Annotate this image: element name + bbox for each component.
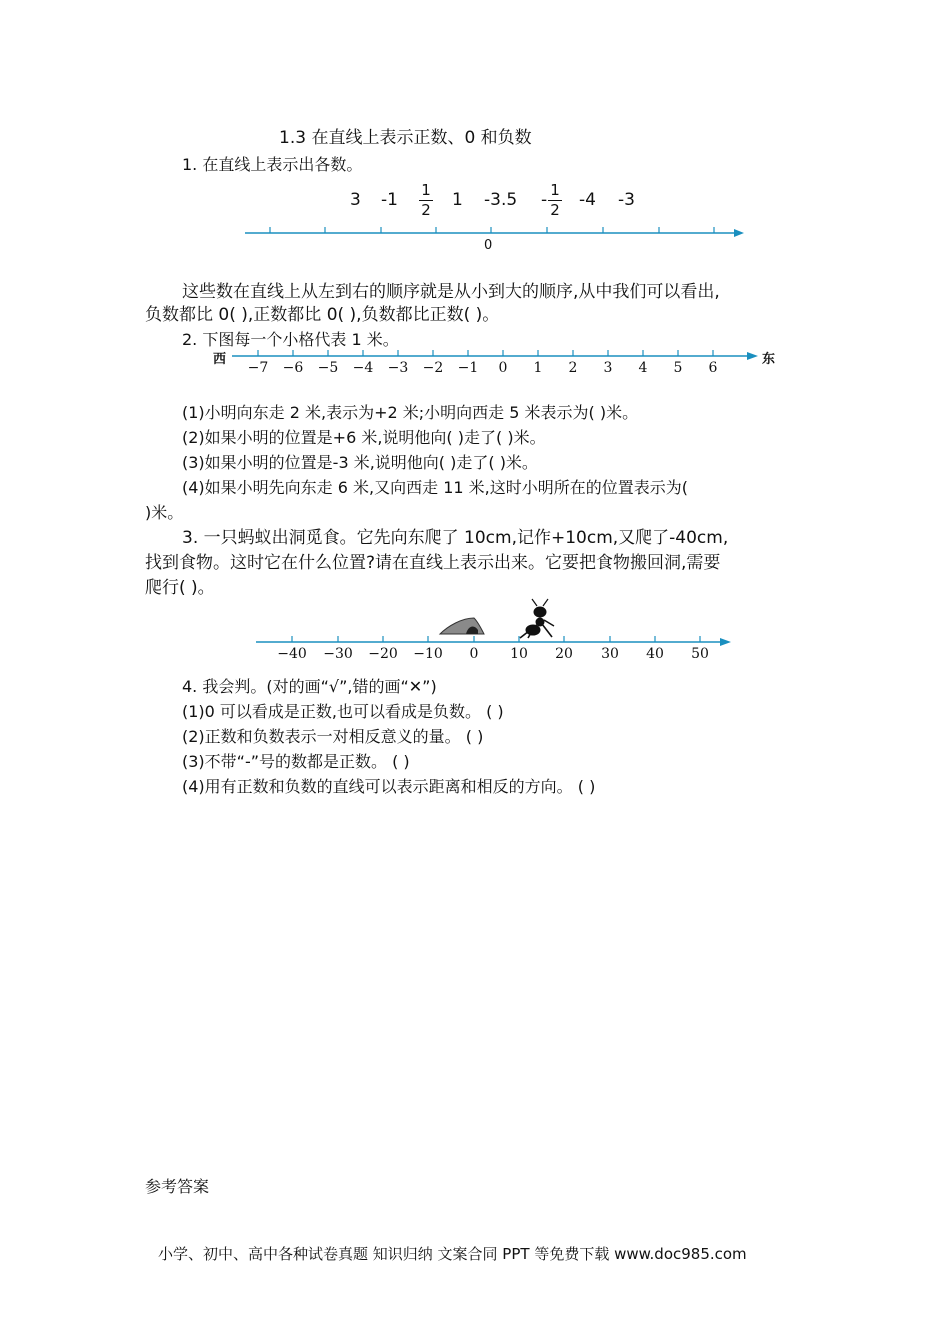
q1-number: -4: [579, 190, 596, 210]
q3-tick-label: −30: [323, 646, 353, 662]
q1-number: -1: [381, 190, 398, 210]
fraction-numerator: 1: [421, 181, 431, 199]
q2-sub-4: (4)如果小明先向东走 6 米,又向西走 11 米,这时小明所在的位置表示为(: [182, 478, 688, 497]
q2-sub-4-cont: )米。: [145, 503, 184, 522]
q2-sub-3: (3)如果小明的位置是-3 米,说明他向( )走了( )米。: [182, 453, 538, 472]
q1-arrow: [734, 229, 744, 237]
q1-number: -3: [618, 190, 635, 210]
fraction-denominator: 2: [550, 201, 560, 219]
q1-heading: 1. 在直线上表示出各数。: [182, 155, 363, 174]
q3-line2: 找到食物。这时它在什么位置?请在直线上表示出来。它要把食物搬回洞,需要: [145, 553, 721, 573]
q4-heading: 4. 我会判。(对的画“√”,错的画“✕”): [182, 677, 437, 696]
q3-tick-label: 20: [555, 646, 573, 662]
q2-arrow: [747, 352, 758, 360]
q1-ticks: [270, 227, 714, 233]
q3-number-line: [256, 599, 731, 646]
q3-line3: 爬行( )。: [145, 578, 215, 598]
q3-tick-label: −40: [277, 646, 307, 662]
q1-zero-label: 0: [484, 238, 493, 253]
q3-tick-label: −10: [413, 646, 443, 662]
q4-sub-1: (1)0 可以看成是正数,也可以看成是负数。 ( ): [182, 702, 504, 721]
q1-statement-line1: 这些数在直线上从左到右的顺序就是从小到大的顺序,从中我们可以看出,: [182, 282, 720, 302]
q2-ticks: [258, 350, 713, 356]
q2-tick-label: −7: [247, 360, 269, 376]
q2-tick-label: 3: [603, 360, 613, 376]
q3-tick-label: 10: [510, 646, 528, 662]
q2-tick-label: 6: [708, 360, 718, 376]
page-title: 1.3 在直线上表示正数、0 和负数: [279, 128, 532, 148]
q2-tick-label: −5: [317, 360, 339, 376]
q4-sub-4: (4)用有正数和负数的直线可以表示距离和相反的方向。 ( ): [182, 777, 596, 796]
q3-tick-label: 0: [469, 646, 479, 662]
q4-sub-2: (2)正数和负数表示一对相反意义的量。 ( ): [182, 727, 484, 746]
q3-tick-label: 50: [691, 646, 709, 662]
q3-ticks: [292, 636, 700, 642]
q2-number-line: [232, 350, 758, 360]
cave-icon: [440, 618, 484, 634]
q2-tick-label: 4: [638, 360, 648, 376]
fraction-numerator: 1: [550, 181, 560, 199]
q2-tick-label: −1: [457, 360, 479, 376]
q2-tick-label: 0: [498, 360, 508, 376]
q1-number-minus: -: [541, 190, 548, 210]
q3-tick-label: 30: [601, 646, 619, 662]
q4-sub-3: (3)不带“-”号的数都是正数。 ( ): [182, 752, 410, 771]
q3-line1: 3. 一只蚂蚁出洞觅食。它先向东爬了 10cm,记作+10cm,又爬了-40cm,: [182, 528, 729, 548]
ant-icon: [520, 599, 554, 638]
q2-tick-label: 1: [533, 360, 543, 376]
q2-tick-label: −6: [282, 360, 304, 376]
q3-tick-label: 40: [646, 646, 664, 662]
q1-number: -3.5: [484, 190, 518, 210]
q2-tick-label: −3: [387, 360, 409, 376]
q1-number: 3: [350, 190, 361, 210]
answer-heading: 参考答案: [145, 1177, 210, 1196]
west-label: 西: [213, 352, 227, 367]
q2-sub-2: (2)如果小明的位置是+6 米,说明他向( )走了( )米。: [182, 428, 546, 447]
q2-tick-label: −4: [352, 360, 374, 376]
q1-statement-line2: 负数都比 0( ),正数都比 0( ),负数都比正数( )。: [145, 305, 500, 325]
q2-tick-label: −2: [422, 360, 444, 376]
q3-tick-label: −20: [368, 646, 398, 662]
q2-heading: 2. 下图每一个小格代表 1 米。: [182, 330, 399, 349]
q2-tick-label: 5: [673, 360, 683, 376]
q2-sub-1: (1)小明向东走 2 米,表示为+2 米;小明向西走 5 米表示为( )米。: [182, 403, 639, 422]
q1-number-line: [245, 227, 744, 237]
q1-number: 1: [452, 190, 463, 210]
q3-arrow: [720, 638, 731, 646]
q2-tick-label: 2: [568, 360, 578, 376]
footer-text: 小学、初中、高中各种试卷真题 知识归纳 文案合同 PPT 等免费下载 www.doc985.com: [158, 1245, 747, 1263]
fraction-denominator: 2: [421, 201, 431, 219]
east-label: 东: [762, 352, 776, 367]
